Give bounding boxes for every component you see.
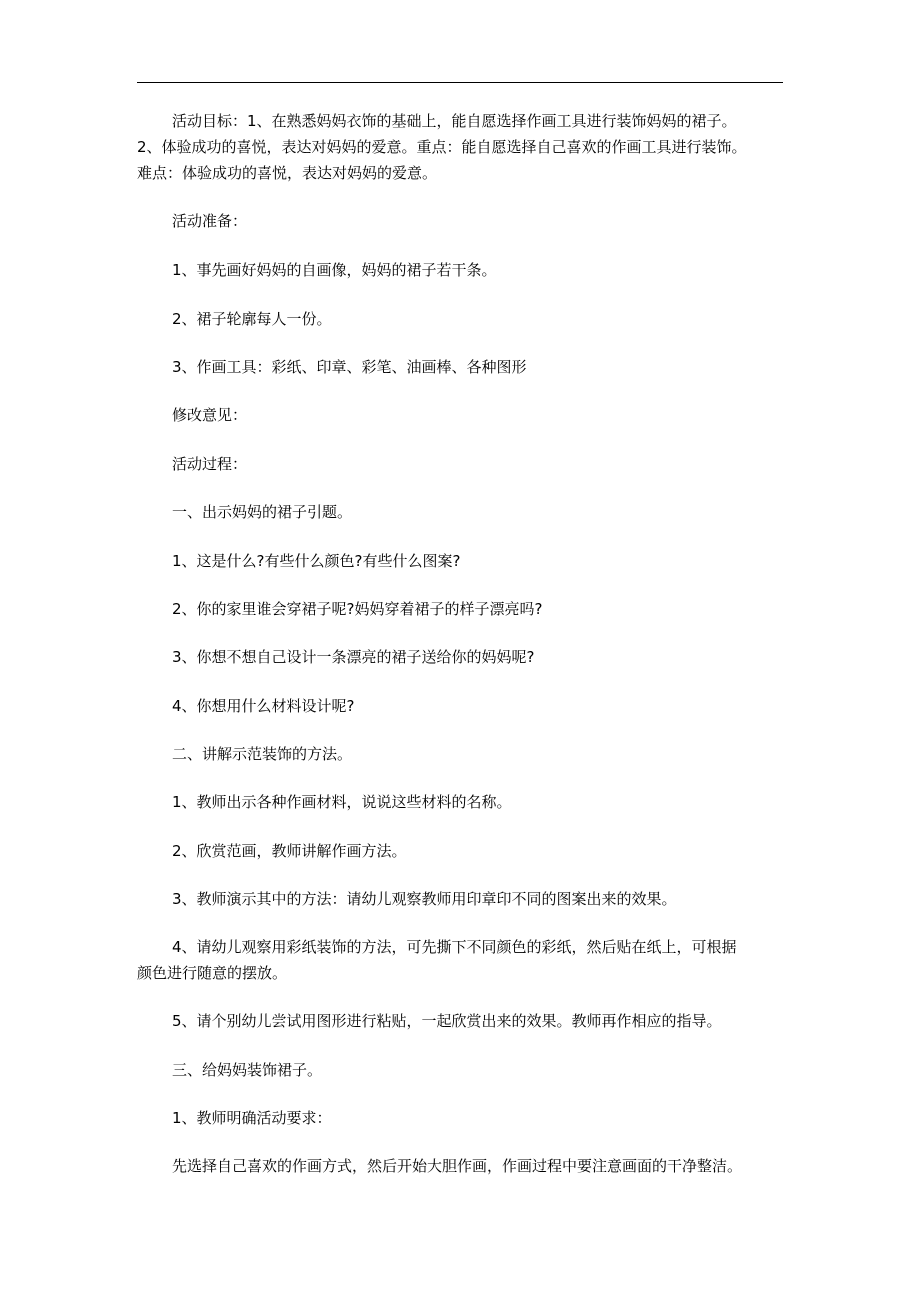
preparation-heading: 活动准备：	[172, 212, 248, 230]
section-2-item-4-line-2: 颜色进行随意的摆放。	[137, 964, 288, 982]
section-2-item: 1、教师出示各种作画材料，说说这些材料的名称。	[172, 793, 512, 811]
section-1-item: 1、这是什么?有些什么颜色?有些什么图案?	[172, 552, 461, 570]
section-3-title: 三、给妈妈装饰裙子。	[172, 1061, 323, 1079]
goal-line-1: 活动目标：1、在熟悉妈妈衣饰的基础上，能自愿选择作画工具进行装饰妈妈的裙子。	[172, 112, 737, 130]
section-2-title: 二、讲解示范装饰的方法。	[172, 745, 353, 763]
section-2-item-5: 5、请个别幼儿尝试用图形进行粘贴，一起欣赏出来的效果。教师再作相应的指导。	[172, 1012, 722, 1030]
section-1-item: 4、你想用什么材料设计呢?	[172, 697, 355, 715]
process-heading: 活动过程：	[172, 455, 248, 473]
section-2-item: 3、教师演示其中的方法：请幼儿观察教师用印章印不同的图案出来的效果。	[172, 890, 677, 908]
revision-heading: 修改意见：	[172, 406, 248, 424]
preparation-item: 3、作画工具：彩纸、印章、彩笔、油画棒、各种图形	[172, 358, 527, 376]
section-3-note: 先选择自己喜欢的作画方式，然后开始大胆作画，作画过程中要注意画面的干净整洁。	[172, 1157, 743, 1175]
section-3-item-1: 1、教师明确活动要求：	[172, 1109, 332, 1127]
goal-line-2: 2、体验成功的喜悦，表达对妈妈的爱意。重点：能自愿选择自己喜欢的作画工具进行装饰。	[137, 138, 747, 156]
preparation-item: 2、裙子轮廓每人一份。	[172, 310, 332, 328]
section-2-item-4-line-1: 4、请幼儿观察用彩纸装饰的方法，可先撕下不同颜色的彩纸，然后贴在纸上，可根据	[172, 938, 737, 956]
goal-line-3: 难点：体验成功的喜悦，表达对妈妈的爱意。	[137, 164, 438, 182]
section-1-item: 3、你想不想自己设计一条漂亮的裙子送给你的妈妈呢?	[172, 648, 535, 666]
section-1-item: 2、你的家里谁会穿裙子呢?妈妈穿着裙子的样子漂亮吗?	[172, 600, 543, 618]
header-rule	[137, 82, 783, 83]
section-2-item: 2、欣赏范画，教师讲解作画方法。	[172, 842, 407, 860]
section-1-title: 一、出示妈妈的裙子引题。	[172, 503, 353, 521]
preparation-item: 1、事先画好妈妈的自画像，妈妈的裙子若干条。	[172, 261, 497, 279]
